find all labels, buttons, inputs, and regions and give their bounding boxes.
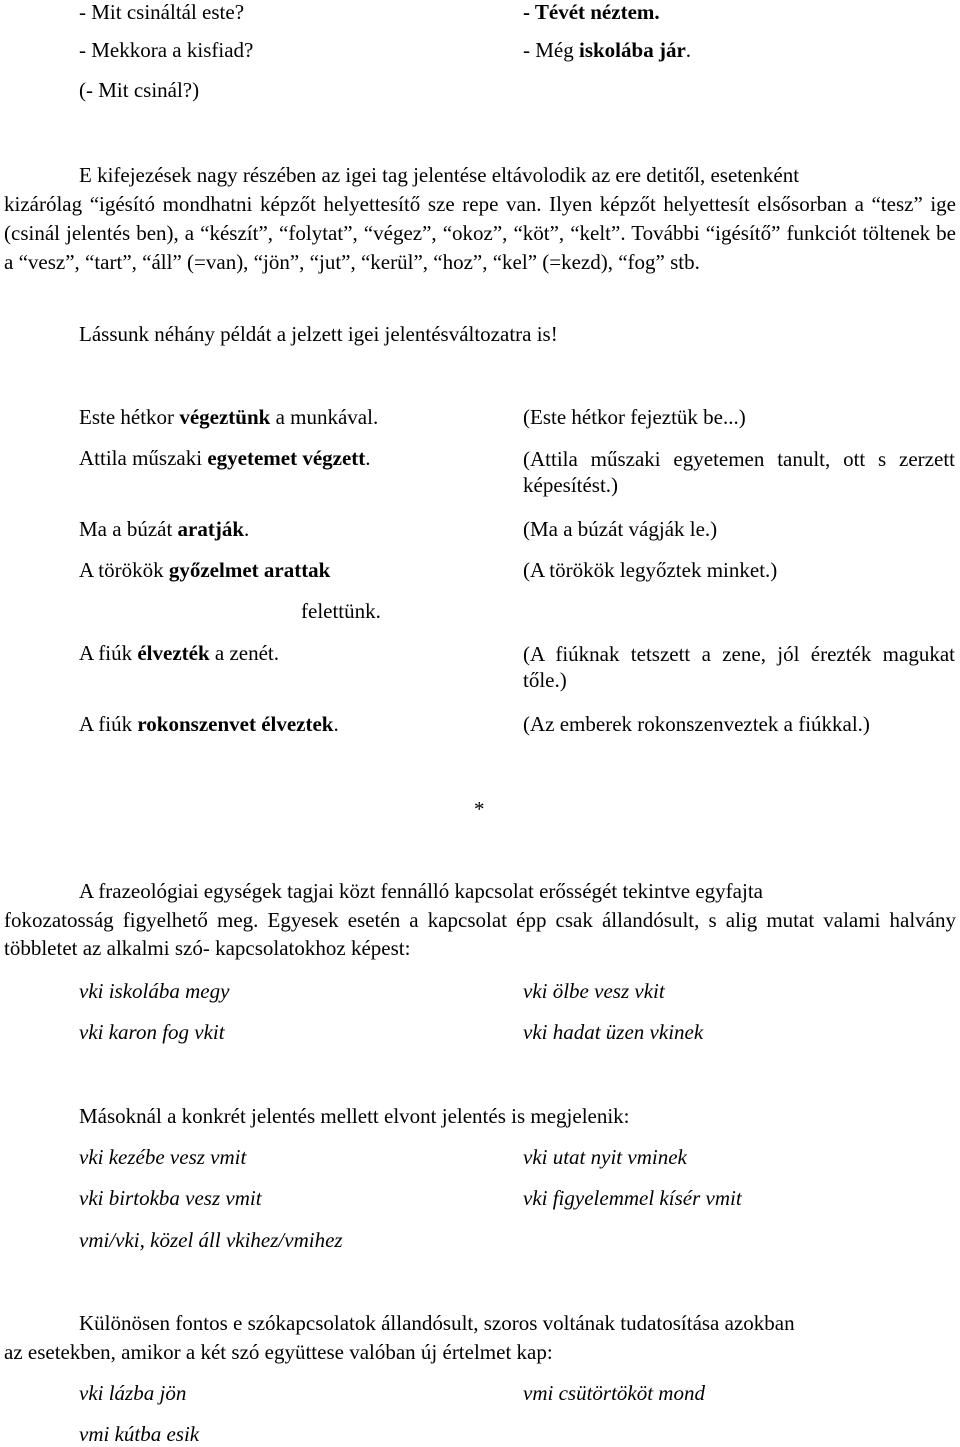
idiom-1 (79, 979, 229, 1004)
idiom-6 (523, 1145, 687, 1170)
ex1-bold: végeztünk (179, 405, 271, 429)
dialog-answer-2 (523, 38, 691, 63)
ex4-pre: A törökök (79, 558, 169, 582)
ex6-pre: A fiúk (79, 712, 138, 736)
dialog-answer-2-bold: iskolába jár (579, 38, 686, 62)
idiom-2-text: vki ölbe vesz vkit (523, 979, 665, 1003)
idiom-7 (79, 1186, 262, 1211)
dialog-question-3: (- Mit csinál?) (79, 78, 200, 102)
idiom-4-text: vki hadat üzen vkinek (523, 1020, 704, 1044)
example-right-6: (Az emberek rokonszenveztek a fiúkkal.) (523, 712, 870, 736)
dialog-answer-1-bold: - Tévét néztem. (523, 0, 660, 24)
example-left-4 (79, 558, 330, 583)
ex3-bold: aratják (177, 517, 245, 541)
ex5-post: a zenét. (209, 641, 280, 665)
example-left-6 (79, 712, 339, 737)
ex6-post: . (333, 712, 339, 736)
example-left-2 (79, 446, 371, 471)
ex2-bold: egyetemet végzett (207, 446, 366, 470)
idiom-9 (79, 1228, 343, 1253)
idiom-2 (523, 979, 665, 1004)
idiom-5 (79, 1145, 246, 1170)
idiom-12 (79, 1422, 199, 1447)
para2-body: fokozatosság figyelhető meg. Egyesek esetén a kapcsolat épp csak állandósult, s alig mutat valami halvány többletet az alkalmi szó- kapcsolatokhoz képest: (4, 908, 956, 960)
idiom-8 (523, 1186, 742, 1211)
example-right-5: (A fiúknak tetszett a zene, jól érezték magukat tőle.) (523, 642, 955, 692)
idiom-11 (523, 1381, 705, 1406)
example-right-3: (Ma a búzát vágják le.) (523, 517, 718, 541)
ex3-pre: Ma a búzát (79, 517, 178, 541)
ex1-pre: Este hétkor (79, 405, 180, 429)
example-left-4-continuation: felettünk. (301, 599, 381, 623)
ex2-pre: Attila műszaki (79, 446, 208, 470)
ex6-bold: rokonszenvet élveztek (137, 712, 334, 736)
idiom-6-text: vki utat nyit vminek (523, 1145, 687, 1169)
ex2-post: . (365, 446, 371, 470)
idiom-11-text: vmi csütörtököt mond (523, 1381, 705, 1405)
ex5-pre: A fiúk (79, 641, 138, 665)
idiom-10-text: vki lázba jön (79, 1381, 187, 1405)
idiom-4 (523, 1020, 703, 1045)
example-right-4: (A törökök legyőztek minket.) (523, 558, 778, 582)
section-separator: * (474, 797, 485, 821)
example-right-1: (Este hétkor fejeztük be...) (523, 405, 746, 429)
para4-first-line: Különösen fontos e szókapcsolatok állandósult, szoros voltának tudatosítása azokban (79, 1311, 795, 1335)
para2-first-line: A frazeológiai egységek tagjai közt fennálló kapcsolat erősségét tekintve egyfajta (79, 879, 763, 903)
idiom-7-text: vki birtokba vesz vmit (79, 1186, 262, 1210)
idiom-5-text: vki kezébe vesz vmit (79, 1145, 247, 1169)
dialog-question-2: - Mekkora a kisfiad? (79, 38, 254, 62)
example-left-5 (79, 641, 279, 666)
para4-body: az esetekben, amikor a két szó együttese valóban új értelmet kap: (4, 1340, 553, 1364)
intro-sentence: Lássunk néhány példát a jelzett igei jelentésváltozatra is! (79, 322, 558, 346)
idiom-9-text: vmi/vki, közel áll vkihez/vmihez (79, 1228, 343, 1252)
ex1-post: a munkával. (270, 405, 379, 429)
idiom-1-text: vki iskolába megy (79, 979, 230, 1003)
idiom-3 (79, 1020, 225, 1045)
dialog-answer-2-pre: - Még (523, 38, 579, 62)
dialog-question-1: - Mit csináltál este? (79, 0, 245, 24)
idiom-3-text: vki karon fog vkit (79, 1020, 225, 1044)
ex3-post: . (244, 517, 250, 541)
para1-first-line: E kifejezések nagy részében az igei tag jelentése eltávolodik az ere detitől, esetenként (79, 163, 800, 187)
idiom-12-text: vmi kútba esik (79, 1422, 200, 1446)
dialog-answer-2-post: . (685, 38, 692, 62)
dialog-answer-1 (523, 0, 660, 25)
idiom-10 (79, 1381, 186, 1406)
example-left-1 (79, 405, 378, 430)
ex5-bold: élvezték (137, 641, 210, 665)
para1-body: kizárólag “igésító mondhatni képzőt helyettesítő sze repe van. Ilyen képzőt helyettesít elsősorban a “tesz” ige (csinál jelentés ben), a “készít”, “folytat”, “végez”, “okoz”, “köt”, “kelt”. További “igésítő” funkciót töltenek be a “vesz”, “tart”, “áll” (=van), “jön”, “jut”, “kerül”, “hoz”, “kel” (=kezd), “fog” stb. (4, 192, 956, 274)
ex4-bold: győzelmet arattak (168, 558, 331, 582)
example-left-3 (79, 517, 249, 542)
para3: Másoknál a konkrét jelentés mellett elvont jelentés is megjelenik: (79, 1104, 630, 1128)
example-right-2: (Attila műszaki egyetemen tanult, ott s zerzett képesítést.) (523, 447, 955, 497)
idiom-8-text: vki figyelemmel kísér vmit (523, 1186, 742, 1210)
